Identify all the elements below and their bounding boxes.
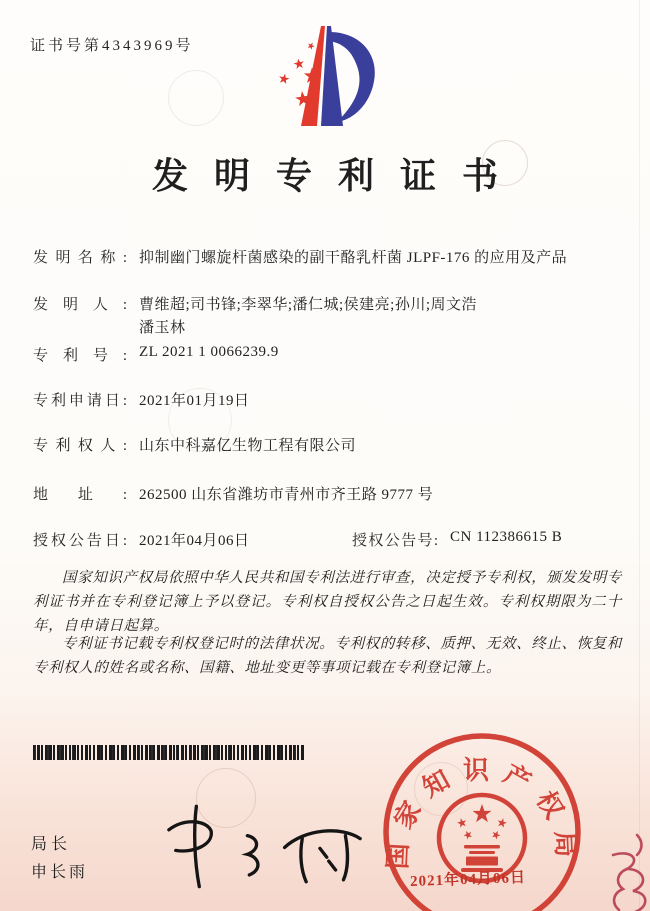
director-name: 申长雨 xyxy=(31,864,89,881)
field-address xyxy=(33,483,433,504)
field-invention-name xyxy=(33,246,567,267)
certificate-title: 发明专利证书 xyxy=(151,156,524,196)
field-patentee xyxy=(33,434,356,455)
certificate-number: 证书号第4343969号 xyxy=(30,38,194,54)
field-grant-number xyxy=(352,529,562,550)
logo-star xyxy=(278,73,290,85)
field-inventors xyxy=(33,293,477,314)
field-label: 专利申请日: xyxy=(33,393,127,409)
field-value: CN 112386615 B xyxy=(450,529,563,545)
field-patent-number xyxy=(33,344,279,365)
guilloche-corner-ornament-icon xyxy=(583,815,650,911)
field-label: 专利权人: xyxy=(33,438,127,454)
field-label: 发明名称: xyxy=(33,250,127,266)
field-label: 地址: xyxy=(33,487,127,503)
logo-star xyxy=(306,41,315,50)
legal-paragraph-2: 专利证书记载专利权登记时的法律状况。专利权的转移、质押、无效、终止、恢复和专利权人的姓名或名称、国籍、地址变更等事项记载在专利登记簿上。 xyxy=(33,636,622,677)
page-edge-line xyxy=(639,0,640,911)
field-label: 发明人: xyxy=(33,297,127,313)
director-signature-icon xyxy=(112,790,367,898)
field-grant-date xyxy=(33,529,250,550)
field-value: ZL 2021 1 0066239.9 xyxy=(139,344,279,360)
certificate-barcode xyxy=(33,745,305,760)
legal-paragraph-1: 国家知识产权局依照中华人民共和国专利法进行审查，决定授予专利权，颁发发明专利证书并在专利登记簿上予以登记。专利权自授权公告之日起生效。专利权期限为二十年，自申请日起算。 xyxy=(33,570,622,635)
watermark-ring xyxy=(168,70,224,126)
field-inventors-line2: 潘玉林 xyxy=(139,320,186,336)
seal-date: 2021年04月06日 xyxy=(409,869,527,891)
logo-star xyxy=(293,58,305,70)
field-value: 曹维超;司书锋;李翠华;潘仁城;侯建亮;孙川;周文浩 xyxy=(139,297,478,313)
field-value: 262500 山东省潍坊市青州市齐王路 9777 号 xyxy=(139,487,434,503)
field-value: 抑制幽门螺旋杆菌感染的副干酪乳杆菌 JLPF-176 的应用及产品 xyxy=(139,250,568,266)
field-filing-date xyxy=(33,389,250,410)
seal-text: 国家知识产权局 xyxy=(383,756,581,870)
field-label: 专利号: xyxy=(33,348,127,364)
field-value: 2021年04月06日 xyxy=(139,533,250,549)
field-label: 授权公告日: xyxy=(33,533,127,549)
cnipa-logo-icon xyxy=(267,20,383,136)
field-label: 授权公告号: xyxy=(352,533,438,549)
field-value: 山东中科嘉亿生物工程有限公司 xyxy=(139,438,357,454)
director-title: 局长 xyxy=(31,836,72,853)
field-value: 2021年01月19日 xyxy=(139,393,250,409)
